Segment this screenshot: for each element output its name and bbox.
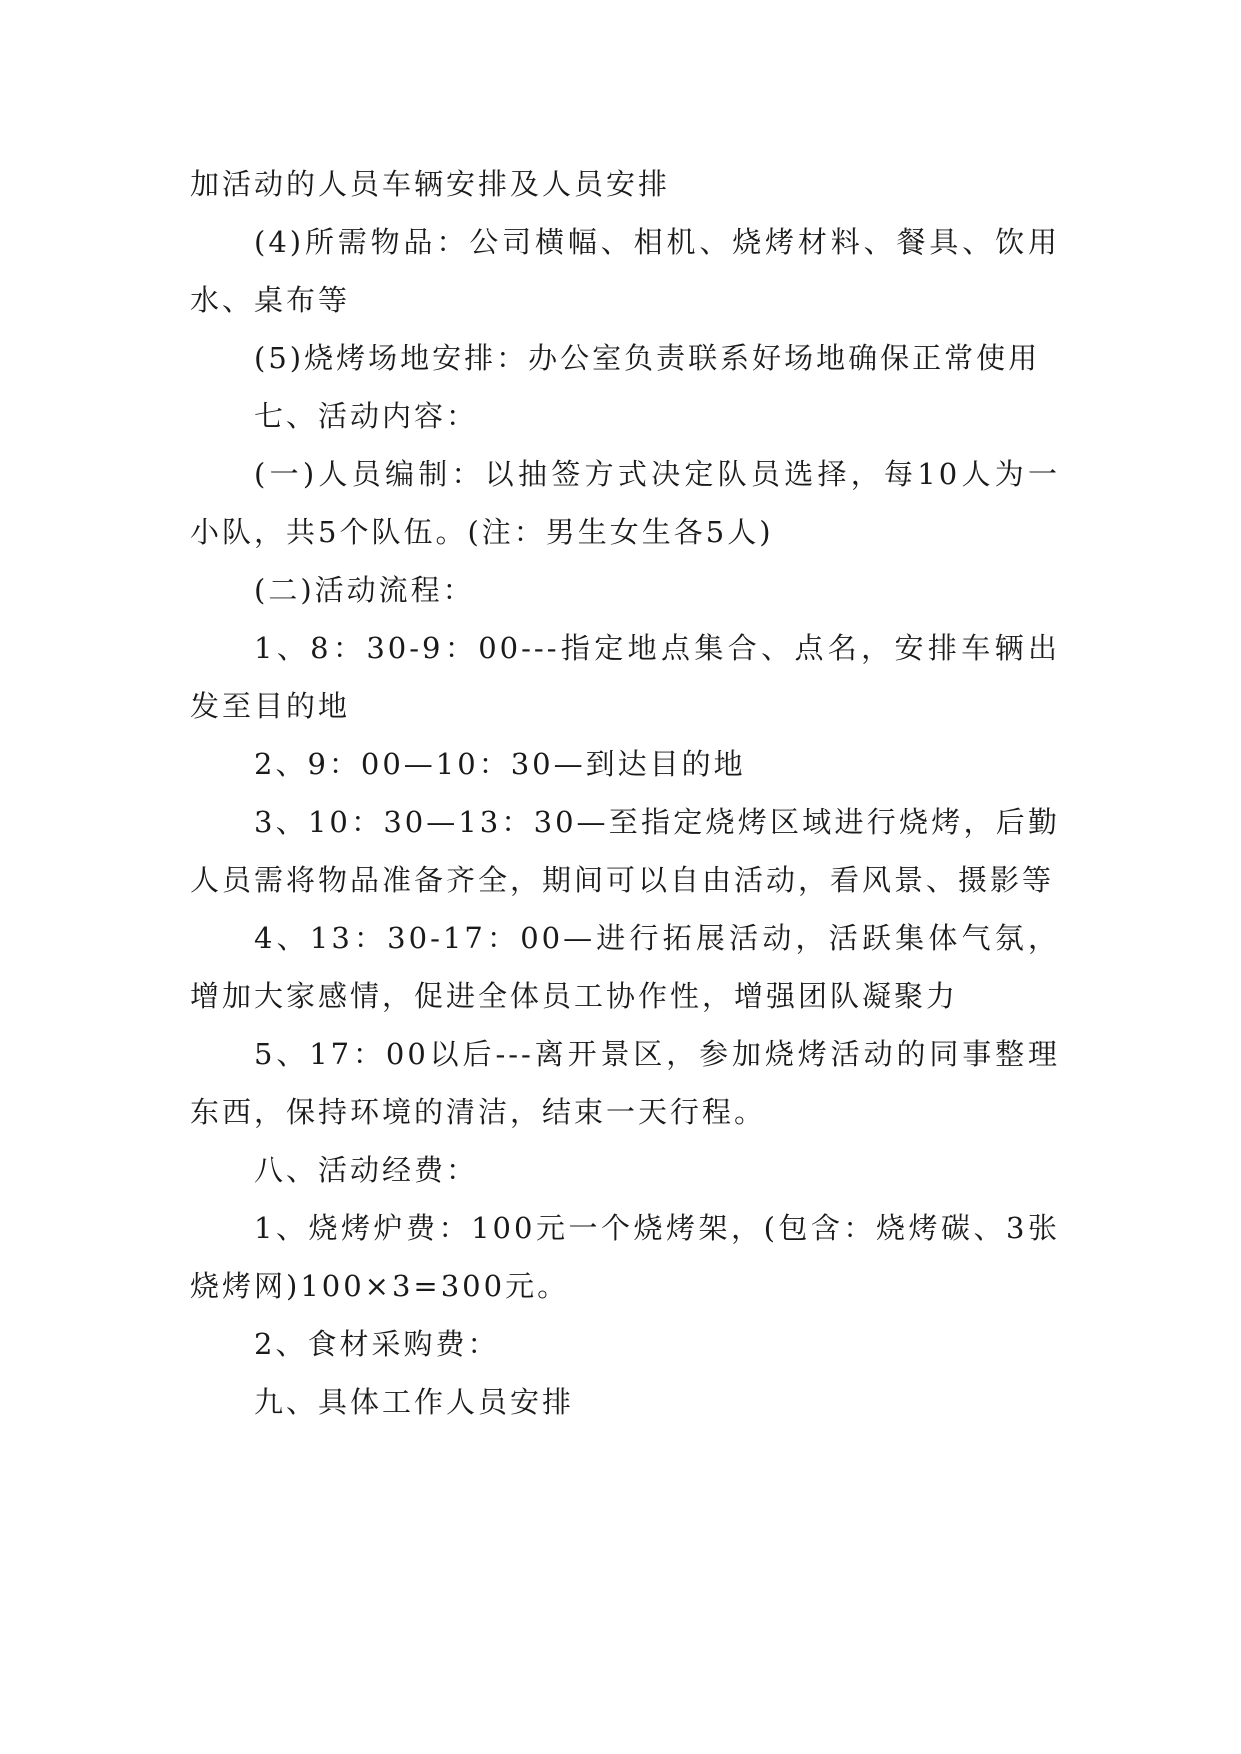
paragraph-continuation: 加活动的人员车辆安排及人员安排 (190, 167, 671, 201)
schedule-item-4: 4、13：30-17：00—进行拓展活动，活跃集体气氛，增加大家感情，促进全体员工协作性，增强团队凝聚力 (190, 921, 1060, 1013)
schedule-item-1: 1、8：30-9：00---指定地点集合、点名，安排车辆出发至目的地 (190, 631, 1060, 723)
subheading-activity-flow: (二)活动流程： (254, 573, 475, 607)
section-heading-staff-arrangement: 九、具体工作人员安排 (254, 1385, 575, 1419)
paragraph-venue: (5)烧烤场地安排：办公室负责联系好场地确保正常使用 (254, 341, 1041, 375)
paragraph-staffing: (一)人员编制：以抽签方式决定队员选择，每10人为一小队，共5个队伍。(注：男生女生各5人) (190, 457, 1060, 549)
schedule-item-2: 2、9：00—10：30—到达目的地 (254, 747, 746, 781)
budget-item-2: 2、食材采购费： (254, 1327, 500, 1361)
schedule-item-5: 5、17：00以后---离开景区，参加烧烤活动的同事整理东西，保持环境的清洁，结束一天行程。 (190, 1037, 1060, 1129)
paragraph-supplies: (4)所需物品：公司横幅、相机、烧烤材料、餐具、饮用水、桌布等 (190, 225, 1060, 317)
document-body (190, 155, 1060, 1431)
schedule-item-3: 3、10：30—13：30—至指定烧烤区域进行烧烤，后勤人员需将物品准备齐全，期间可以自由活动，看风景、摄影等 (190, 805, 1060, 897)
section-heading-budget: 八、活动经费： (254, 1153, 479, 1187)
budget-item-1: 1、烧烤炉费：100元一个烧烤架，(包含：烧烤碳、3张烧烤网)100×3=300元。 (190, 1211, 1060, 1303)
section-heading-activity-content: 七、活动内容： (254, 399, 479, 433)
